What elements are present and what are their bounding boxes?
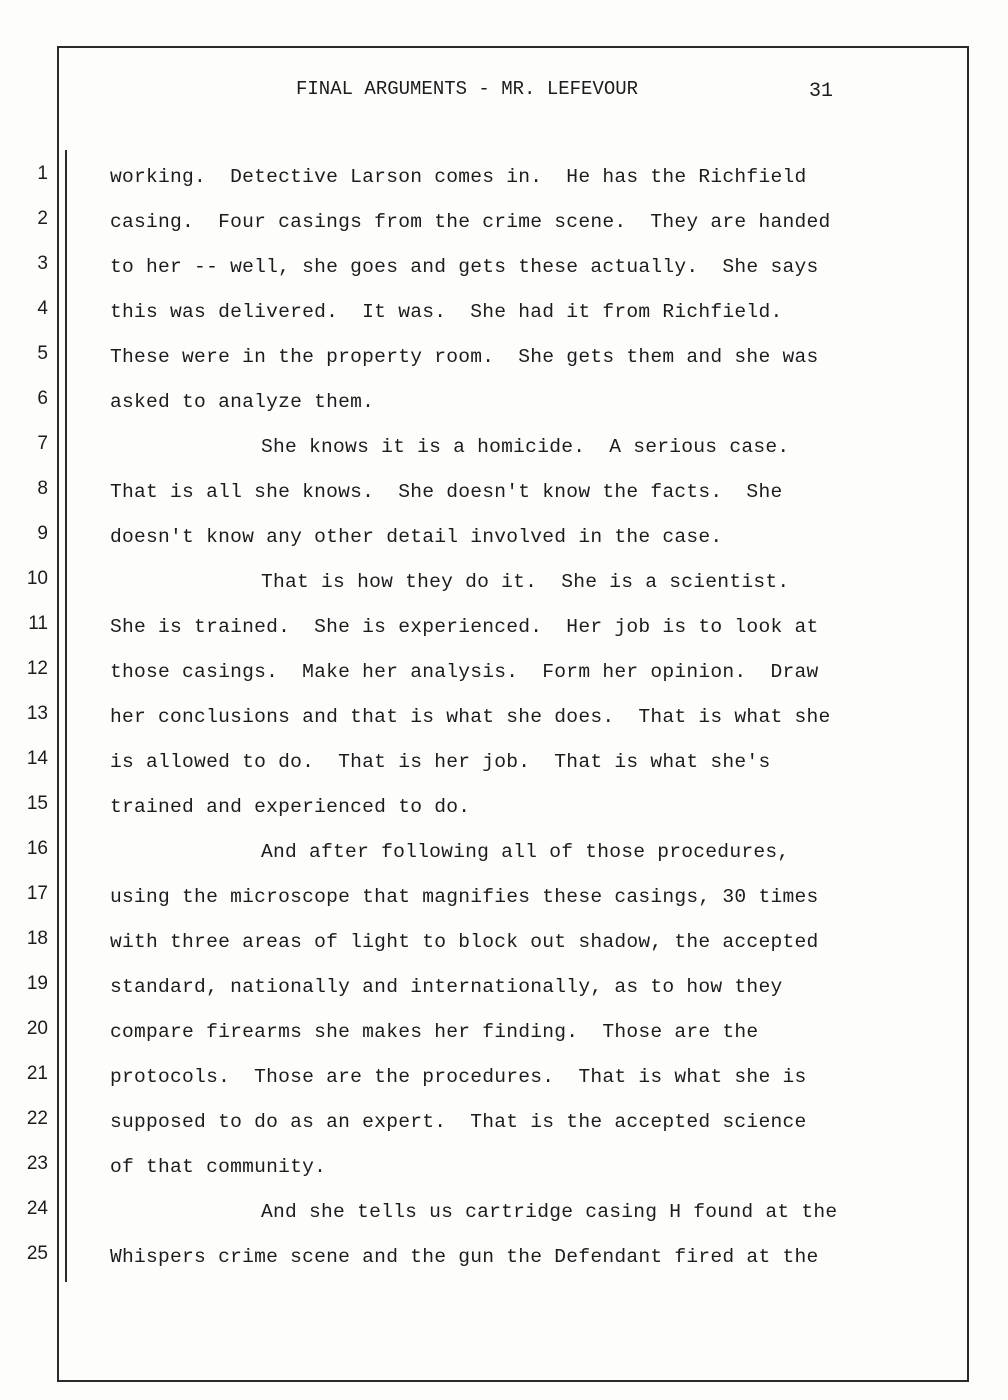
transcript-line: doesn't know any other detail involved in the case.	[110, 526, 723, 548]
line-number: 3	[37, 253, 48, 274]
line-number: 20	[26, 1018, 48, 1039]
transcript-line: supposed to do as an expert. That is the accepted science	[110, 1111, 807, 1133]
transcript-line: protocols. Those are the procedures. That is what she is	[110, 1066, 807, 1088]
transcript-line: These were in the property room. She gets them and she was	[110, 346, 819, 368]
line-number-margin-rule	[65, 150, 67, 1282]
transcript-line: is allowed to do. That is her job. That is what she's	[110, 751, 771, 773]
transcript-line: compare firearms she makes her finding. Those are the	[110, 1021, 759, 1043]
transcript-line: trained and experienced to do.	[110, 796, 471, 818]
transcript-line: asked to analyze them.	[110, 391, 375, 413]
line-number: 21	[26, 1063, 48, 1084]
line-number: 2	[37, 208, 48, 229]
line-number: 19	[26, 973, 48, 994]
line-number: 4	[37, 298, 48, 319]
line-number: 15	[26, 793, 48, 814]
transcript-line: this was delivered. It was. She had it from Richfield.	[110, 301, 783, 323]
line-number: 6	[37, 388, 48, 409]
line-number: 1	[37, 163, 48, 184]
line-number: 9	[37, 523, 48, 544]
line-number: 8	[37, 478, 48, 499]
transcript-line: She knows it is a homicide. A serious case.	[261, 436, 790, 458]
page-header-title: FINAL ARGUMENTS - MR. LEFEVOUR	[296, 78, 639, 100]
transcript-line: to her -- well, she goes and gets these actually. She says	[110, 256, 819, 278]
transcript-line: working. Detective Larson comes in. He has the Richfield	[110, 166, 807, 188]
transcript-line: That is how they do it. She is a scientist.	[261, 571, 790, 593]
line-number: 14	[26, 748, 48, 769]
transcript-line: those casings. Make her analysis. Form her opinion. Draw	[110, 661, 819, 683]
transcript-line: And after following all of those procedures,	[261, 841, 790, 863]
line-number: 13	[26, 703, 48, 724]
transcript-line: Whispers crime scene and the gun the Defendant fired at the	[110, 1246, 819, 1268]
line-number: 11	[28, 613, 48, 634]
line-number: 5	[37, 343, 48, 364]
transcript-line: with three areas of light to block out shadow, the accepted	[110, 931, 819, 953]
transcript-line: using the microscope that magnifies these casings, 30 times	[110, 886, 819, 908]
transcript-line: And she tells us cartridge casing H found at the	[261, 1201, 838, 1223]
transcript-line: of that community.	[110, 1156, 327, 1178]
transcript-line: standard, nationally and internationally, as to how they	[110, 976, 783, 998]
line-number: 7	[37, 433, 48, 454]
page-number: 31	[809, 80, 834, 103]
line-number: 22	[26, 1108, 48, 1129]
line-number: 12	[26, 658, 48, 679]
transcript-line: her conclusions and that is what she does. That is what she	[110, 706, 831, 728]
transcript-line: That is all she knows. She doesn't know the facts. She	[110, 481, 783, 503]
line-number: 23	[26, 1153, 48, 1174]
line-number: 17	[26, 883, 48, 904]
line-number: 25	[26, 1243, 48, 1264]
transcript-line: She is trained. She is experienced. Her job is to look at	[110, 616, 819, 638]
line-number: 24	[26, 1198, 48, 1219]
transcript-line: casing. Four casings from the crime scene. They are handed	[110, 211, 831, 233]
line-number: 10	[26, 568, 48, 589]
line-number: 18	[26, 928, 48, 949]
line-number: 16	[26, 838, 48, 859]
